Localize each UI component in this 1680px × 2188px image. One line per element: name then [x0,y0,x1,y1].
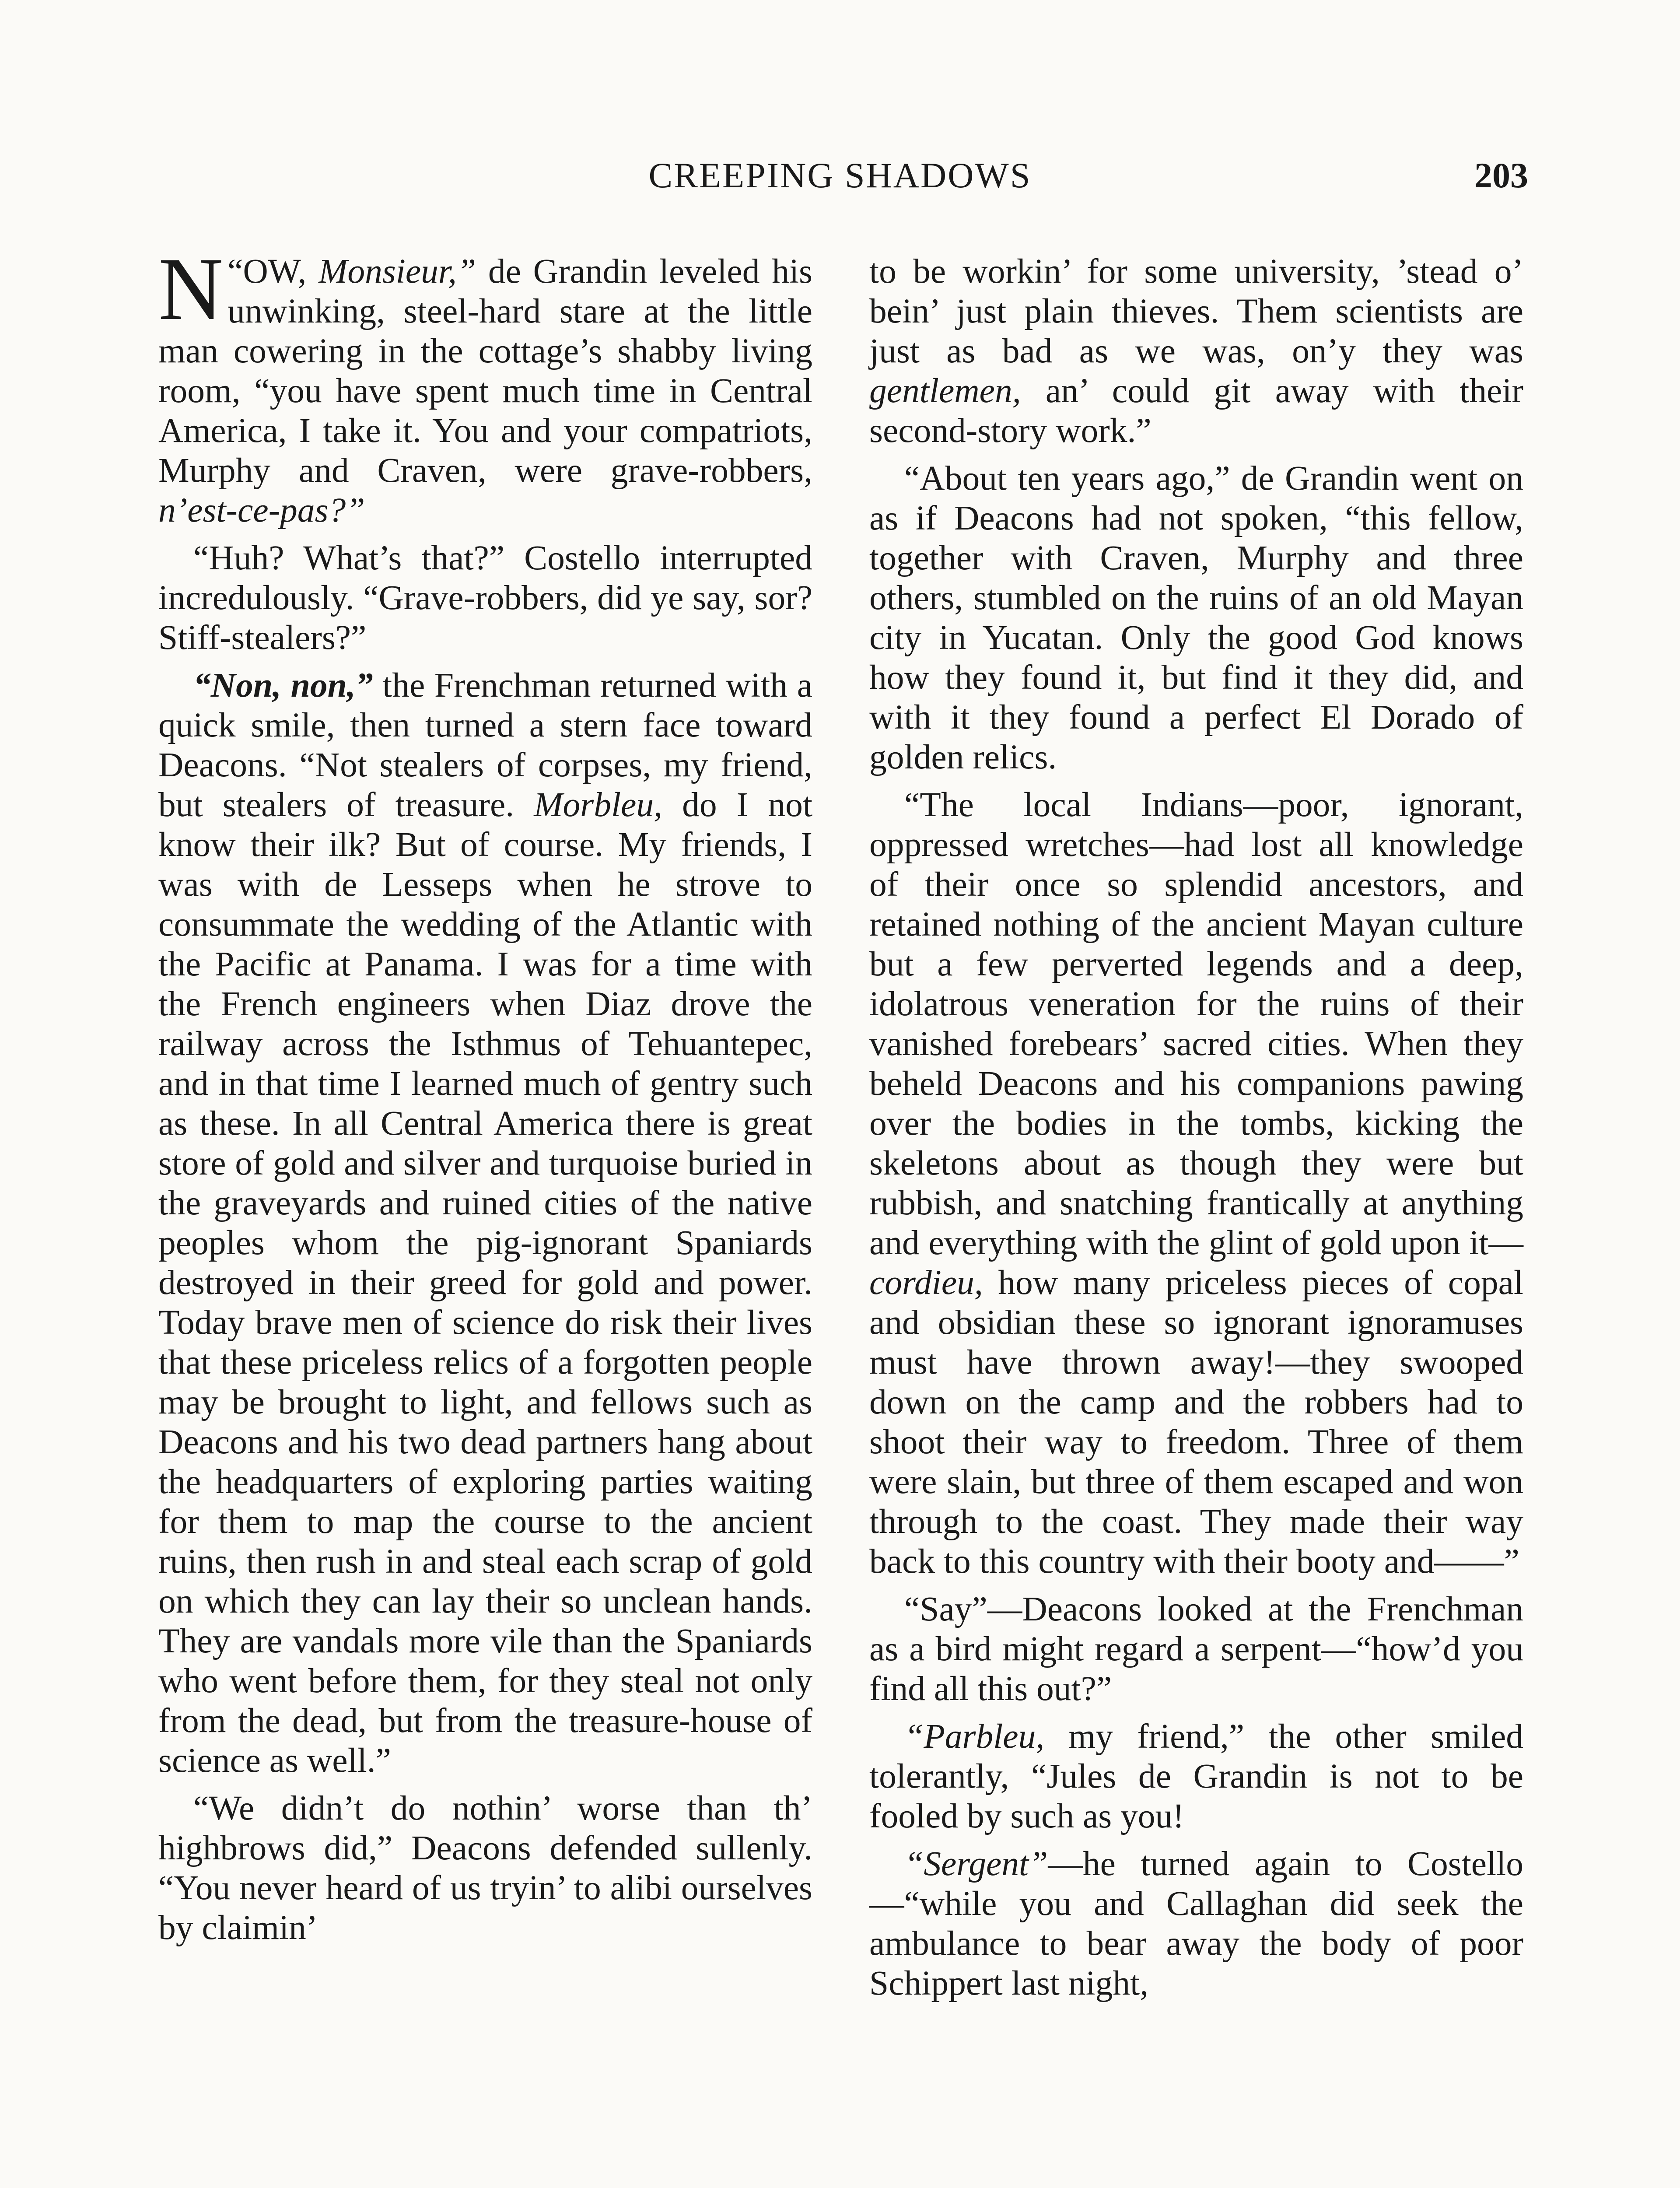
text-run: do I not know their ilk? But of course. My friends, I was with de Lesseps when he strove to consummate the wedding of the Atlantic with the Pacific at Panama. I was for a time with the French engineers when Diaz drove the railway across the Isthmus of Tehuantepec, and in that time I learned much of gentry such as these. In all Central America there is great store of gold and silver and turquoise buried in the graveyards and ruined cities of the native peoples whom the pig-ignorant Spaniards destroyed in their greed for gold and power. Today brave men of science do risk their lives that these priceless relics of a forgotten people may be brought to light, and fellows such as Deacons and his two dead partners hang about the headquarters of exploring parties waiting for them to map the course to the ancient ruins, then rush in and steal each scrap of gold on which they can lay their so unclean hands. They are vandals more vile than the Spaniards who went before them, for they steal not only from the dead, but from the treasure-house of science as well.” [158,785,813,1780]
italic-text: n’est-ce-pas?” [158,491,365,529]
paragraph: “Huh? What’s that?” Costello interrupted incredulously. “Grave-robbers, did ye say, sor? Stiff-stealers?” [158,539,812,657]
page-number: 203 [1474,155,1528,195]
text-run: how many priceless pieces of copal and obsidian these so ignorant ignoramuses must have thrown away!—they swooped down on the camp and the robbers had to shoot their way to freedom. Three of them were slain, but three of them escaped and won through to the coast. They made their way back to this country with their booty and——” [869,1263,1523,1581]
italic-text: gentlemen, [869,372,1021,410]
left-column [158,239,813,1956]
italic-text: cordieu, [869,1263,983,1302]
open-quote: “ [228,252,243,291]
text-run: de Grandin leveled his unwinking, steel-hard stare at the little man cowering in the cottage’s shabby living room, “you have spent much time in Central America, I take it. You and your compatriots, Murphy and Craven, were grave-robbers, [158,252,812,490]
paragraph [869,252,1523,451]
text-run: the Frenchman returned with a quick smile, then turned a stern face toward Deacons. “Not stealers of corpses, my friend, but stealers of treasure. [158,666,812,824]
paragraph [869,1844,1523,2003]
text-run: OW, [243,252,319,291]
paragraph [869,1717,1523,1836]
paragraph [869,785,1523,1581]
italic-text: “Non, non,” [193,666,373,705]
right-column [869,252,1523,2011]
running-header-title: CREEPING SHADOWS [648,155,1032,195]
text-run: to be workin’ for some university, ’stead o’ bein’ just plain thieves. Them scientists are just as bad as we was, on’y they was [869,252,1523,370]
italic-text: “Sergent” [904,1844,1048,1883]
italic-text: Morbleu, [534,785,662,824]
text-run: my friend,” the other smiled tolerantly, “Jules de Grandin is not to be fooled by such as you! [869,1717,1523,1835]
paragraph: “About ten years ago,” de Grandin went on as if Deacons had not spoken, “this fellow, together with Craven, Murphy and three others, stumbled on the ruins of an old Mayan city in Yucatan. Only the good God knows how they found it, but find it they did, and with it they found a perfect El Dorado of golden relics. [869,459,1523,776]
paragraph [158,666,812,1781]
text-run: an’ could git away with their second-story work.” [869,372,1523,450]
italic-text: Monsieur,” [318,252,476,291]
paragraph: “Say”—Deacons looked at the Frenchman as a bird might regard a serpent—“how’d you find all this out?” [869,1590,1523,1708]
text-run: —he turned again to Costello—“while you and Callaghan did seek the ambulance to bear away the body of poor Schippert last night, [869,1844,1523,2002]
paragraph [158,239,812,530]
paragraph: “We didn’t do nothin’ worse than th’ highbrows did,” Deacons defended sullenly. “You never heard of us tryin’ to alibi ourselves by claimin’ [158,1789,812,1947]
drop-cap: N [158,239,224,339]
text-run: “The local Indians—poor, ignorant, oppressed wretches—had lost all knowledge of their once so splendid ancestors, and retained nothing of the ancient Mayan culture but a few perverted legends and a deep, idolatrous veneration for the ruins of their vanished forebears’ sacred cities. When they beheld Deacons and his companions pawing over the bodies in the tombs, kicking the skeletons about as though they were but rubbish, and snatching frantically at anything and everything with the glint of gold upon it— [869,785,1523,1262]
italic-text: “Parbleu, [904,1717,1045,1756]
